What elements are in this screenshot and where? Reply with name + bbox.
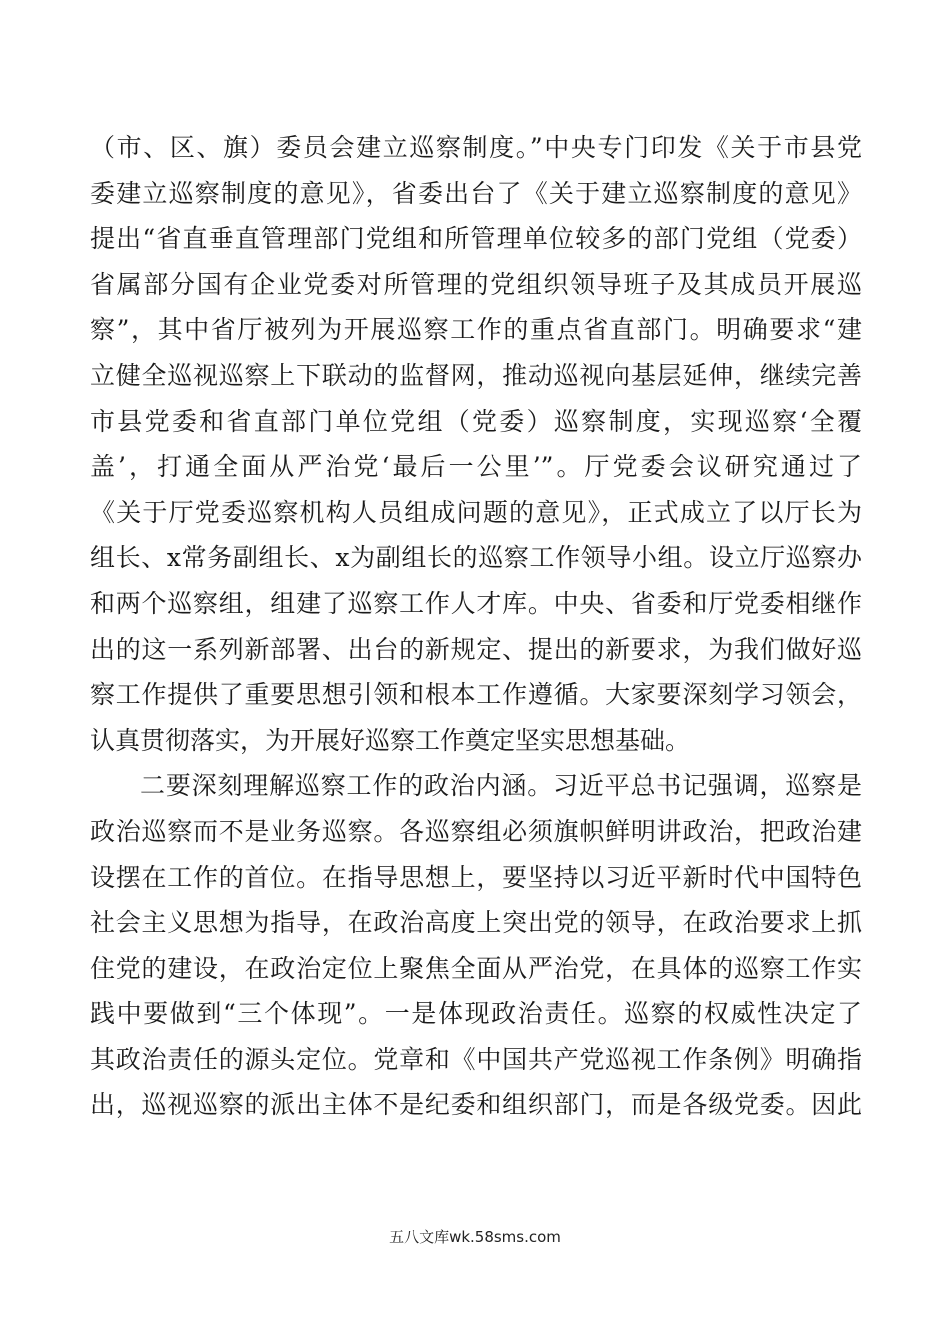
- text-line: 其政治责任的源头定位。党章和《中国共产党巡视工作条例》明确指: [90, 1044, 862, 1074]
- text-line: 省属部分国有企业党委对所管理的党组织领导班子及其成员开展巡: [90, 269, 862, 299]
- paragraph-start-line: 二要深刻理解巡察工作的政治内涵。习近平总书记强调，巡察是: [140, 771, 862, 801]
- text-line: 《关于厅党委巡察机构人员组成问题的意见》，正式成立了以厅长为: [90, 497, 862, 527]
- text-line: 察工作提供了重要思想引领和根本工作遵循。大家要深刻学习领会，: [90, 680, 862, 710]
- text-line: 察”，其中省厅被列为开展巡察工作的重点省直部门。明确要求“建: [90, 315, 862, 345]
- text-line: 和两个巡察组，组建了巡察工作人才库。中央、省委和厅党委相继作: [90, 588, 862, 618]
- text-line: 设摆在工作的首位。在指导思想上，要坚持以习近平新时代中国特色: [90, 862, 862, 892]
- text-line: 出的这一系列新部署、出台的新规定、提出的新要求，为我们做好巡: [90, 634, 862, 664]
- text-line: 委建立巡察制度的意见》，省委出台了《关于建立巡察制度的意见》: [90, 178, 862, 208]
- document-body: [90, 125, 862, 1128]
- text-line: 立健全巡视巡察上下联动的监督网，推动巡视向基层延伸，继续完善: [90, 360, 862, 390]
- text-line: 政治巡察而不是业务巡察。各巡察组必须旗帜鲜明讲政治，把政治建: [90, 816, 862, 846]
- paragraph-end-line: 认真贯彻落实，为开展好巡察工作奠定坚实思想基础。: [90, 725, 691, 755]
- text-line: 盖’，打通全面从严治党‘最后一公里’”。厅党委会议研究通过了: [90, 452, 862, 482]
- text-line: 市县党委和省直部门单位党组（党委）巡察制度，实现巡察‘全覆: [90, 406, 862, 436]
- footer-watermark: 五八文库wk.58sms.com: [389, 1228, 561, 1246]
- text-line: 出，巡视巡察的派出主体不是纪委和组织部门，而是各级党委。因此: [90, 1090, 862, 1120]
- text-line: 住党的建设，在政治定位上聚焦全面从严治党，在具体的巡察工作实: [90, 953, 862, 983]
- text-line: （市、区、旗）委员会建立巡察制度。”中央专门印发《关于市县党: [90, 133, 862, 162]
- text-line: 社会主义思想为指导，在政治高度上突出党的领导，在政治要求上抓: [90, 908, 862, 938]
- text-line: 提出“省直垂直管理部门党组和所管理单位较多的部门党组（党委）: [90, 224, 862, 254]
- text-line: 组长、x常务副组长、x为副组长的巡察工作领导小组。设立厅巡察办: [90, 543, 862, 573]
- text-line: 践中要做到“三个体现”。一是体现政治责任。巡察的权威性决定了: [90, 999, 862, 1029]
